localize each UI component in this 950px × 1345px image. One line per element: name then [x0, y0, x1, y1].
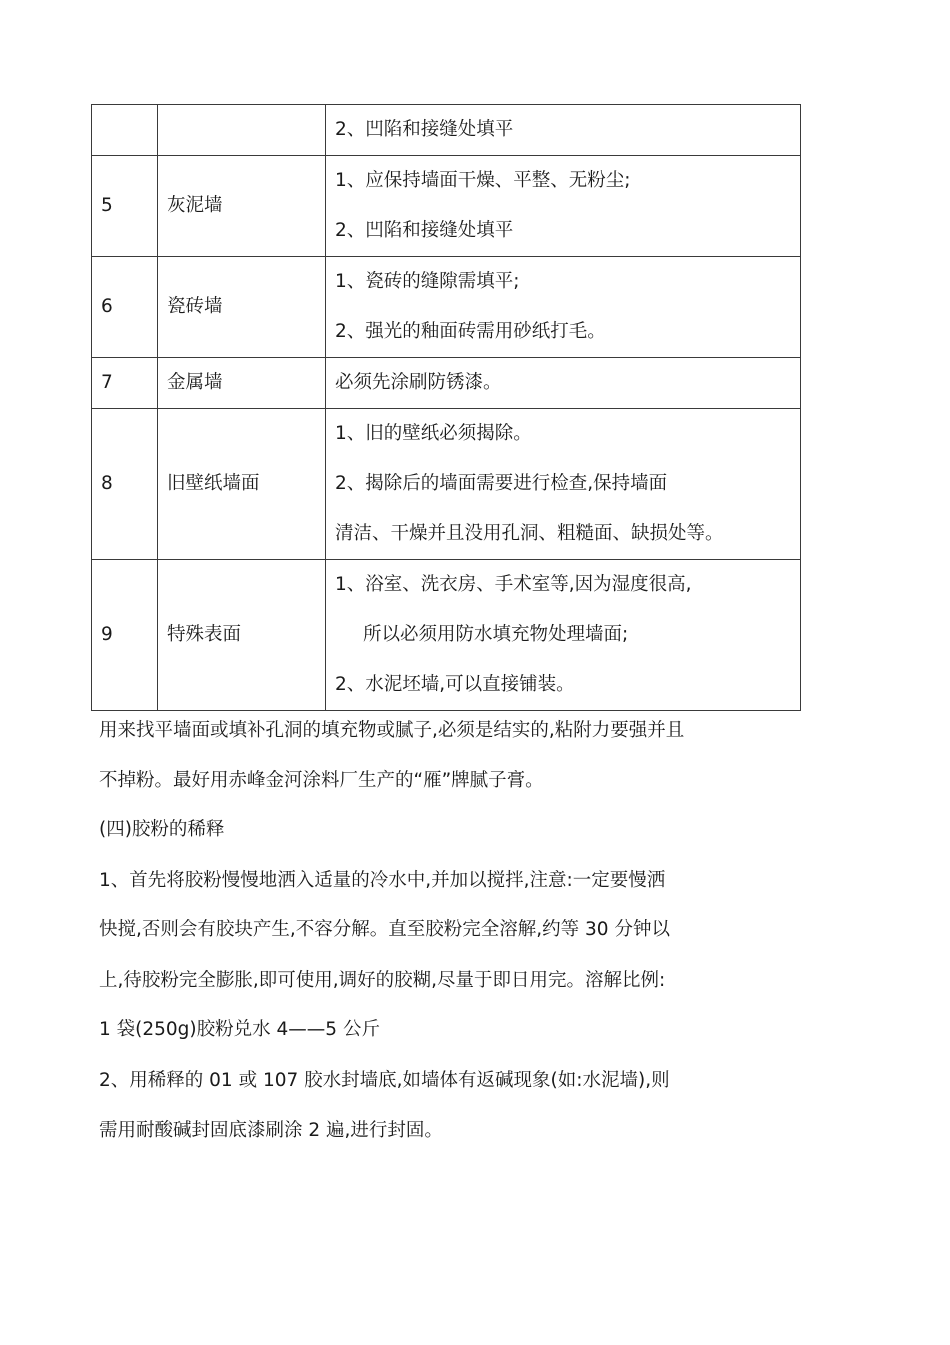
- table-row: [92, 257, 801, 358]
- wall-preparation-table: [91, 104, 801, 711]
- body-paragraph: 1 袋(250g)胶粉兑水 4——5 公斤: [99, 1019, 380, 1040]
- body-paragraph: 上,待胶粉完全膨胀,即可使用,调好的胶糊,尽量于即日用完。溶解比例:: [99, 970, 666, 991]
- requirement-line: 2、凹陷和接缝处填平: [335, 220, 514, 241]
- body-paragraph: 1、首先将胶粉慢慢地洒入适量的冷水中,并加以搅拌,注意:一定要慢洒: [99, 870, 666, 891]
- wall-type-cell: 瓷砖墙: [158, 257, 326, 358]
- row-number-cell: 6: [92, 257, 158, 358]
- wall-type-cell: 金属墙: [158, 358, 326, 409]
- requirement-line: 所以必须用防水填充物处理墙面;: [363, 624, 629, 645]
- requirement-line: 1、应保持墙面干燥、平整、无粉尘;: [335, 170, 631, 191]
- wall-type-cell: 旧壁纸墙面: [158, 409, 326, 560]
- wall-type-cell: [158, 105, 326, 156]
- requirement-line: 2、水泥坯墙,可以直接铺装。: [335, 674, 575, 695]
- table-row: [92, 105, 801, 156]
- requirement-cell: [326, 257, 801, 358]
- requirement-line: 2、凹陷和接缝处填平: [335, 119, 514, 140]
- requirement-line: 2、揭除后的墙面需要进行检查,保持墙面: [335, 473, 668, 494]
- row-number-cell: 9: [92, 560, 158, 711]
- table-row: [92, 156, 801, 257]
- table-row: [92, 409, 801, 560]
- requirement-cell: [326, 409, 801, 560]
- body-paragraph: 2、用稀释的 01 或 107 胶水封墙底,如墙体有返碱现象(如:水泥墙),则: [99, 1070, 670, 1091]
- requirement-line: 清洁、干燥并且没用孔洞、粗糙面、缺损处等。: [335, 523, 724, 544]
- body-paragraph: 需用耐酸碱封固底漆刷涂 2 遍,进行封固。: [99, 1120, 443, 1141]
- row-number-cell: [92, 105, 158, 156]
- table-row: [92, 358, 801, 409]
- requirement-cell: [326, 105, 801, 156]
- requirement-line: 1、旧的壁纸必须揭除。: [335, 423, 532, 444]
- requirement-line: 2、强光的釉面砖需用砂纸打毛。: [335, 321, 606, 342]
- requirement-cell: [326, 560, 801, 711]
- body-paragraph: 不掉粉。最好用赤峰金河涂料厂生产的“雁”牌腻子膏。: [99, 770, 544, 791]
- table-row: [92, 560, 801, 711]
- body-paragraph: 快搅,否则会有胶块产生,不容分解。直至胶粉完全溶解,约等 30 分钟以: [99, 919, 670, 940]
- requirement-line: 必须先涂刷防锈漆。: [335, 372, 502, 393]
- row-number-cell: 7: [92, 358, 158, 409]
- requirement-line: 1、浴室、洗衣房、手术室等,因为湿度很高,: [335, 574, 692, 595]
- requirement-cell: [326, 156, 801, 257]
- row-number-cell: 8: [92, 409, 158, 560]
- wall-type-cell: 灰泥墙: [158, 156, 326, 257]
- wall-type-cell: 特殊表面: [158, 560, 326, 711]
- requirement-cell: [326, 358, 801, 409]
- row-number-cell: 5: [92, 156, 158, 257]
- section-heading: (四)胶粉的稀释: [99, 819, 225, 840]
- body-paragraph: 用来找平墙面或填补孔洞的填充物或腻子,必须是结实的,粘附力要强并且: [99, 720, 685, 741]
- requirement-line: 1、瓷砖的缝隙需填平;: [335, 271, 520, 292]
